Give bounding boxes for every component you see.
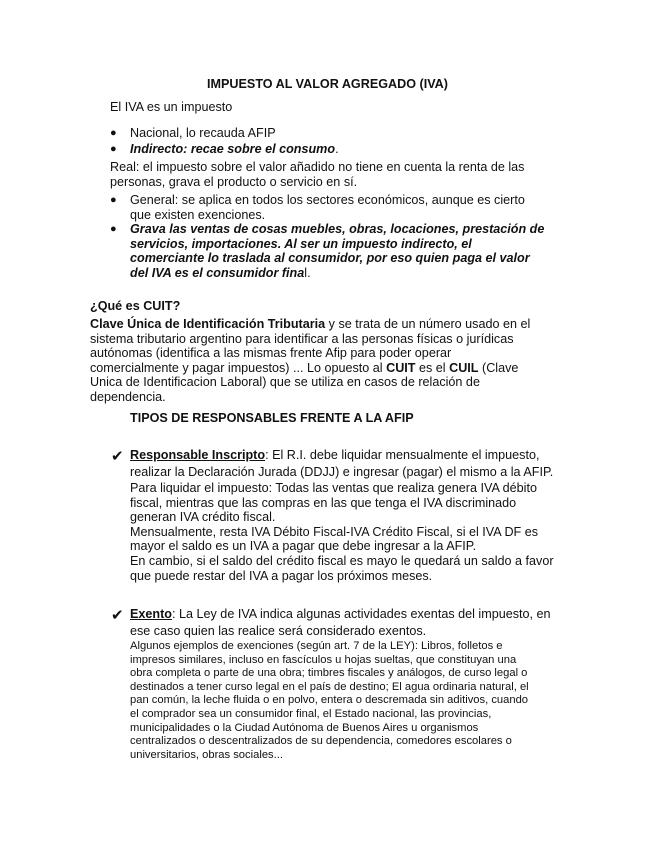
bullet-icon: ● (110, 223, 117, 235)
checkmark-icon: ✔ (111, 448, 124, 465)
cuit-text-2: es el (415, 360, 450, 375)
exento-text: : La Ley de IVA indica algunas actividades exentas del impuesto, en ese caso quien las realice será considerado exentos. (130, 607, 551, 638)
exento-label: Exento (130, 607, 172, 621)
suffix-text: . (335, 142, 339, 156)
cuit-definition-lead: Clave Única de Identificación Tributaria (90, 317, 326, 331)
page-title: IMPUESTO AL VALOR AGREGADO (IVA) (207, 77, 448, 91)
cuit-word: CUIT (386, 360, 416, 375)
emphasis-text: Indirecto: recae sobre el consumo (130, 142, 336, 156)
cuit-text-1: y se trata de un número usado en el sistema tributario argentino para identificar a las personas físicas o jurídicas autónomas (identifica a las mismas frente Afip para poder operar comercialmente y pagar impuestos) ... Lo opuesto al (90, 317, 531, 375)
exento-intro (130, 606, 562, 640)
exento (130, 606, 562, 762)
bullet-icon: ● (110, 194, 117, 206)
suffix-text: l. (304, 265, 311, 280)
checkmark-icon: ✔ (111, 607, 124, 624)
responsable-inscripto (130, 447, 562, 583)
bullet-icon: ● (110, 143, 117, 155)
cuit-paragraph (90, 317, 542, 405)
bullet-icon: ● (110, 127, 117, 139)
real-text: Real: el impuesto sobre el valor añadido no tiene en cuenta la renta de las personas, grava el producto o servicio en sí. (110, 160, 525, 189)
bullet-text (130, 222, 548, 280)
responsable-text: : El R.I. debe liquidar mensualmente el impuesto, realizar la Declaración Jurada (DDJJ) e ingresar (pagar) el mismo a la AFIP. (130, 448, 554, 479)
bullet-text (130, 142, 550, 157)
responsable-intro (130, 447, 562, 481)
cuit-heading: ¿Qué es CUIT? (90, 299, 181, 313)
bullet-text: General: se aplica en todos los sectores económicos, aunque es cierto que existen exenciones. (130, 193, 525, 222)
responsable-detail: Para liquidar el impuesto: Todas las ventas que realiza genera IVA débito fiscal, mientras que las compras en las que tenga el IVA discriminado generan IVA crédito fiscal. Mensualmente, resta IVA Débito Fiscal-IVA Crédito Fiscal, si el IVA DF es mayor el saldo es un IVA a pagar que debe ingresar a la AFIP. En cambio, si el saldo del crédito fiscal es mayo le quedará un saldo a favor que puede restar del IVA a pagar los próximos meses. (130, 481, 554, 583)
intro-text: El IVA es un impuesto (110, 100, 233, 114)
tipos-heading: TIPOS DE RESPONSABLES FRENTE A LA AFIP (130, 411, 414, 425)
emphasis-text: Grava las ventas de cosas muebles, obras, locaciones, prestación de servicios, importaciones. Al ser un impuesto indirecto, el comerciante lo traslada al consumidor, por eso quien paga el valor del IVA es el consumidor fina (130, 222, 545, 280)
responsable-label: Responsable Inscripto (130, 448, 266, 462)
bullet-text: Nacional, lo recauda AFIP (130, 126, 276, 140)
exento-detail: Algunos ejemplos de exenciones (según art. 7 de la LEY): Libros, folletos e impresos similares, incluso en fascículos u hojas sueltas, que constituyan una obra completa o parte de una obra; timbres fiscales y análogos, de curso legal o destinados a tener curso legal en el país de destino; El agua ordinaria natural, el pan común, la leche fluida o en polvo, entera o descremada sin aditivos, cuando el comprador sea un consumidor final, el Estado nacional, las provincias, municipalidades o la Ciudad Autónoma de Buenos Aires u organismos centralizados o descentralizados de su dependencia, comedores escolares o universitarios, obras sociales... (130, 640, 529, 761)
cuit-text-3: (Clave Unica de Identificacion Laboral) que se utiliza en casos de relación de dependencia. (90, 360, 519, 404)
cuil-word: CUIL (449, 360, 479, 375)
